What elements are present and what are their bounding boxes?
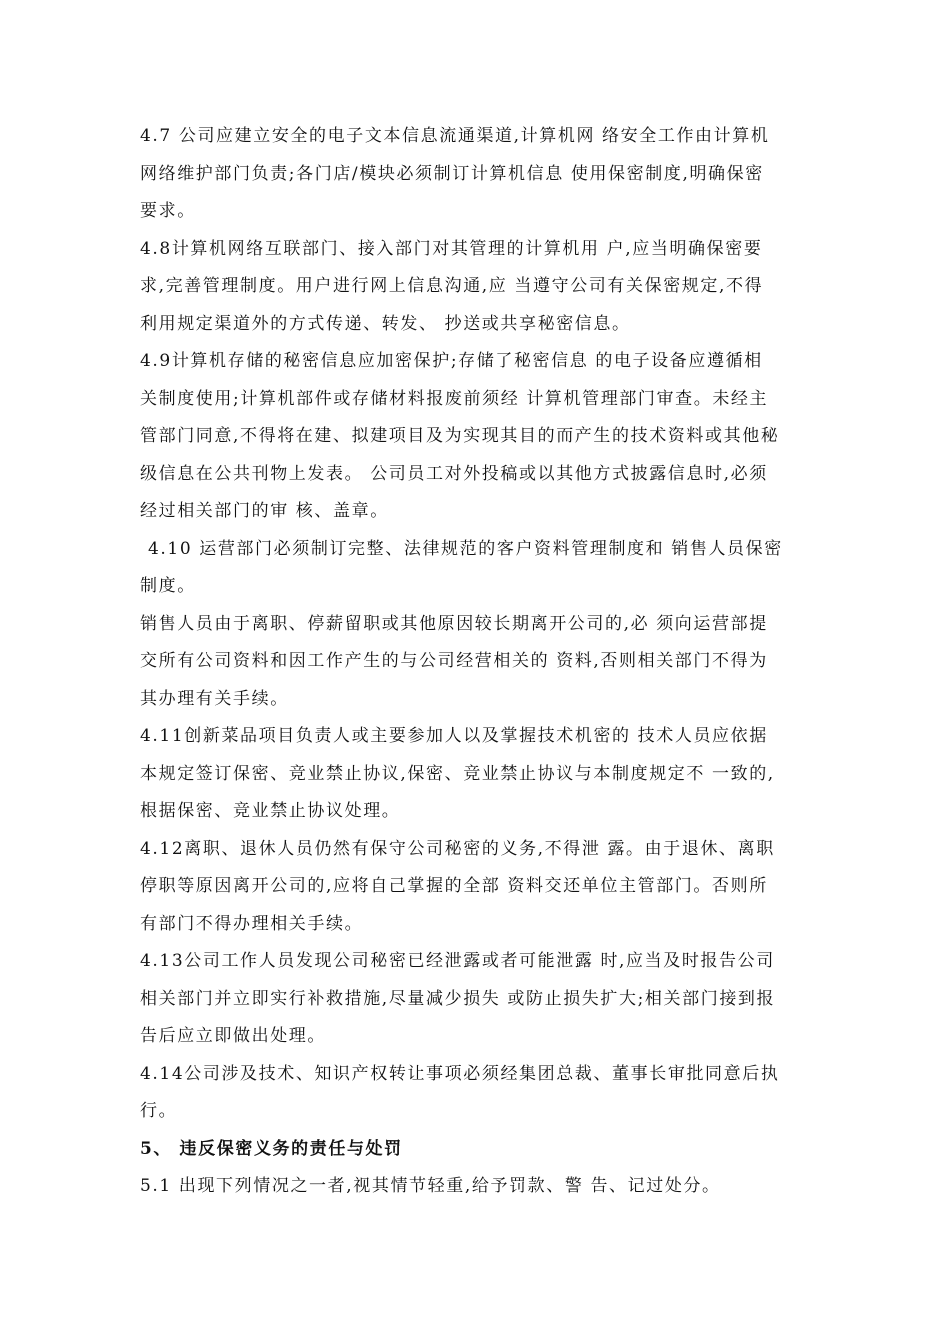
paragraph-line: 有部门不得办理相关手续。 xyxy=(140,913,364,934)
paragraph-line: 经过相关部门的审 核、盖章。 xyxy=(140,501,389,521)
paragraph-line: 4.9计算机存储的秘密信息应加密保护;存储了秘密信息 的电子设备应遵循相 xyxy=(140,351,763,371)
paragraph-line: 4.10 运营部门必须制订完整、法律规范的客户资料管理制度和 销售人员保密 xyxy=(148,538,783,559)
paragraph-line: 网络维护部门负责;各门店/模块必须制订计算机信息 使用保密制度,明确保密 xyxy=(140,163,764,184)
paragraph-line: 4.13公司工作人员发现公司秘密已经泄露或者可能泄露 时,应当及时报告公司 xyxy=(140,951,775,971)
paragraph-line: 行。 xyxy=(140,1101,178,1121)
paragraph-line: 相关部门并立即实行补救措施,尽量减少损失 或防止损失扩大;相关部门接到报 xyxy=(140,988,776,1009)
paragraph-line: 4.11创新菜品项目负责人或主要参加人以及掌握技术机密的 技术人员应依据 xyxy=(140,726,768,746)
paragraph-line: 其办理有关手续。 xyxy=(140,688,289,709)
paragraph-line: 管部门同意,不得将在建、拟建项目及为实现其目的而产生的技术资料或其他秘 xyxy=(140,426,780,446)
paragraph-line: 本规定签订保密、竞业禁止协议,保密、竞业禁止协议与本制度规定不 一致的, xyxy=(140,763,775,784)
paragraph-line: 销售人员由于离职、停薪留职或其他原因较长期离开公司的,必 须向运营部提 xyxy=(140,613,768,634)
paragraph-line: 4.14公司涉及技术、知识产权转让事项必须经集团总裁、董事长审批同意后执 xyxy=(140,1063,780,1084)
paragraph-line: 4.7 公司应建立安全的电子文本信息流通渠道,计算机网 络安全工作由计算机 xyxy=(140,126,770,146)
section-heading: 5、 违反保密义务的责任与处罚 xyxy=(140,1138,403,1159)
paragraph-line: 级信息在公共刊物上发表。 公司员工对外投稿或以其他方式披露信息时,必须 xyxy=(140,463,768,484)
document-body xyxy=(140,118,820,1206)
paragraph-line: 制度。 xyxy=(140,576,196,596)
paragraph-line: 5.1 出现下列情况之一者,视其情节轻重,给予罚款、警 告、记过处分。 xyxy=(140,1176,721,1196)
paragraph-line: 根据保密、竞业禁止协议处理。 xyxy=(140,801,401,821)
paragraph-line: 告后应立即做出处理。 xyxy=(140,1026,326,1046)
paragraph-line: 要求。 xyxy=(140,201,196,221)
paragraph-line: 求,完善管理制度。用户进行网上信息沟通,应 当遵守公司有关保密规定,不得 xyxy=(140,276,764,296)
paragraph-line: 利用规定渠道外的方式传递、转发、 抄送或共享秘密信息。 xyxy=(140,313,631,334)
paragraph-line: 4.8计算机网络互联部门、接入部门对其管理的计算机用 户,应当明确保密要 xyxy=(140,238,763,259)
paragraph-line: 交所有公司资料和因工作产生的与公司经营相关的 资料,否则相关部门不得为 xyxy=(140,651,768,671)
paragraph-line: 4.12离职、退休人员仍然有保守公司秘密的义务,不得泄 露。由于退休、离职 xyxy=(140,838,775,859)
paragraph-line: 停职等原因离开公司的,应将自己掌握的全部 资料交还单位主管部门。否则所 xyxy=(140,876,768,896)
paragraph-line: 关制度使用;计算机部件或存储材料报废前须经 计算机管理部门审查。未经主 xyxy=(140,388,769,409)
